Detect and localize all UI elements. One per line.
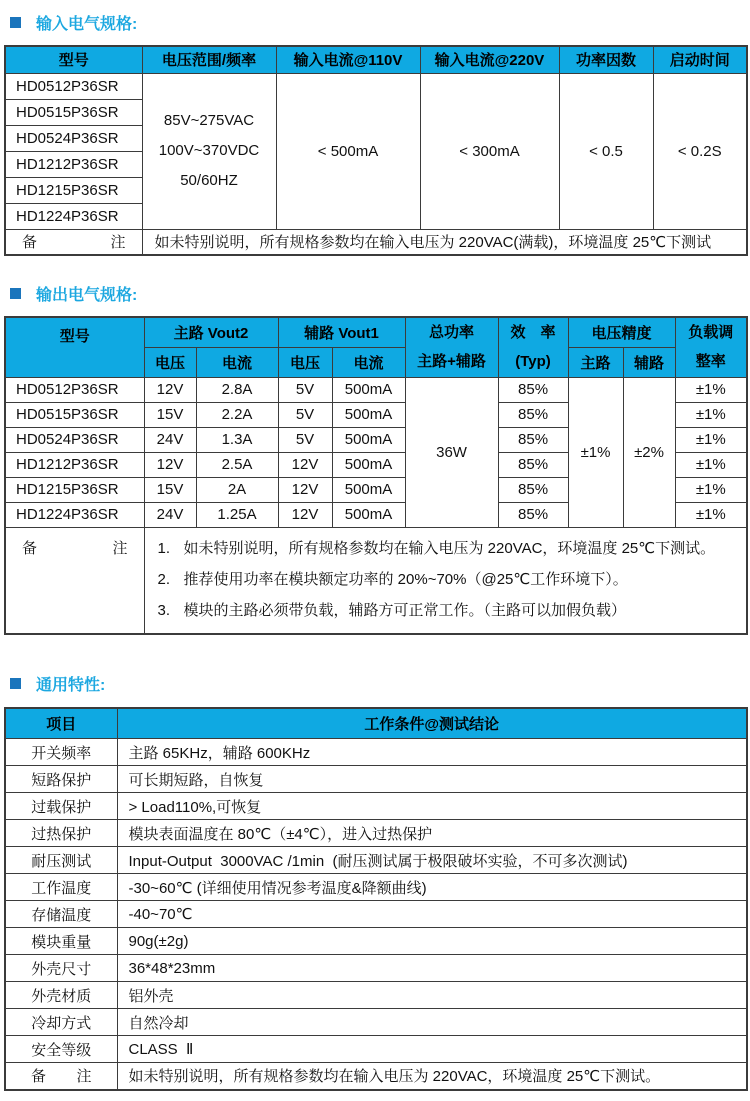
- note-text: 如未特别说明，所有规格参数均在输入电压为 220VAC(满载)，环境温度 25℃下测试: [142, 229, 747, 255]
- voltage-range-line: 100V~370VDC: [158, 142, 260, 159]
- note-label-right: 注: [112, 539, 128, 557]
- aux-current-cell: 500mA: [332, 427, 405, 452]
- section-title-text: 输入电气规格:: [36, 15, 138, 33]
- item-cell: 存储温度: [5, 901, 117, 928]
- load-regulation-cell: ±1%: [675, 452, 747, 477]
- note-row: [5, 1063, 747, 1090]
- input-spec-table: [4, 45, 748, 256]
- total-power-cell: 36W: [405, 377, 498, 527]
- value-cell: -40~70℃: [117, 901, 747, 928]
- aux-current-cell: 500mA: [332, 502, 405, 527]
- item-cell: 工作温度: [5, 874, 117, 901]
- table-header-row: [5, 708, 747, 739]
- load-regulation-cell: ±1%: [675, 502, 747, 527]
- value-cell: CLASS Ⅱ: [117, 1036, 747, 1063]
- model-cell: HD1212P36SR: [5, 452, 144, 477]
- item-cell: 开关频率: [5, 739, 117, 766]
- section-title-input: [10, 12, 746, 32]
- square-bullet-icon: [10, 678, 21, 689]
- note-number: 2.: [157, 570, 171, 588]
- value-cell: 可长期短路，自恢复: [117, 766, 747, 793]
- main-voltage-cell: 12V: [144, 377, 196, 402]
- efficiency-cell: 85%: [498, 377, 568, 402]
- aux-voltage-cell: 12V: [278, 452, 332, 477]
- model-cell: HD1212P36SR: [5, 151, 142, 177]
- table-row: [5, 739, 747, 766]
- column-header-current-110: 输入电流@110V: [276, 46, 420, 73]
- note-label-right: 注: [110, 234, 126, 252]
- load-regulation-cell: ±1%: [675, 377, 747, 402]
- section-title-text: 输出电气规格:: [36, 286, 138, 304]
- column-header-voltage-range: 电压范围/频率: [142, 46, 276, 73]
- value-cell: 36*48*23mm: [117, 955, 747, 982]
- efficiency-cell: 85%: [498, 452, 568, 477]
- aux-voltage-cell: 12V: [278, 477, 332, 502]
- table-row: [5, 73, 747, 99]
- subheader-aux-current: 电流: [332, 347, 405, 377]
- column-header-total-power: 总功率 主路+辅路: [405, 317, 498, 377]
- aux-voltage-cell: 5V: [278, 402, 332, 427]
- note-text: 如未特别说明，所有规格参数均在输入电压为 220VAC，环境温度 25℃下测试。: [183, 539, 716, 557]
- table-row: [5, 955, 747, 982]
- note-label: [5, 527, 144, 634]
- output-spec-table: [4, 316, 748, 635]
- input-current-110-cell: < 500mA: [276, 73, 420, 229]
- note-item: [145, 533, 741, 564]
- table-row: [5, 982, 747, 1009]
- table-row: [5, 901, 747, 928]
- table-row: [5, 766, 747, 793]
- model-cell: HD0512P36SR: [5, 377, 144, 402]
- column-header-startup-time: 启动时间: [653, 46, 747, 73]
- table-row: [5, 928, 747, 955]
- table-row: [5, 1009, 747, 1036]
- square-bullet-icon: [10, 17, 21, 28]
- section-title-text: 通用特性:: [36, 677, 106, 694]
- note-row: [5, 229, 747, 255]
- item-cell: 短路保护: [5, 766, 117, 793]
- power-factor-cell: < 0.5: [559, 73, 653, 229]
- main-voltage-cell: 12V: [144, 452, 196, 477]
- model-cell: HD1224P36SR: [5, 203, 142, 229]
- aux-current-cell: 500mA: [332, 452, 405, 477]
- note-text: 如未特别说明，所有规格参数均在输入电压为 220VAC，环境温度 25℃下测试。: [117, 1063, 747, 1090]
- accuracy-aux-cell: ±2%: [623, 377, 675, 527]
- model-cell: HD0515P36SR: [5, 402, 144, 427]
- note-label-left: 备: [31, 1068, 47, 1086]
- aux-current-cell: 500mA: [332, 477, 405, 502]
- aux-voltage-cell: 12V: [278, 502, 332, 527]
- column-header-model: 型号: [5, 46, 142, 73]
- efficiency-cell: 85%: [498, 477, 568, 502]
- note-label: [5, 229, 142, 255]
- model-cell: HD0515P36SR: [5, 99, 142, 125]
- value-cell: 模块表面温度在 80℃（±4℃），进入过热保护: [117, 820, 747, 847]
- item-cell: 外壳尺寸: [5, 955, 117, 982]
- table-row: [5, 793, 747, 820]
- startup-time-cell: < 0.2S: [653, 73, 747, 229]
- aux-voltage-cell: 5V: [278, 377, 332, 402]
- section-title-general: [10, 674, 746, 694]
- model-cell: HD1224P36SR: [5, 502, 144, 527]
- item-cell: 冷却方式: [5, 1009, 117, 1036]
- load-regulation-cell: ±1%: [675, 477, 747, 502]
- column-header-voltage-accuracy: 电压精度: [568, 317, 675, 347]
- aux-voltage-cell: 5V: [278, 427, 332, 452]
- note-item: [145, 564, 741, 595]
- aux-current-cell: 500mA: [332, 402, 405, 427]
- column-header-load-regulation: 负载调 整率: [675, 317, 747, 377]
- column-header-condition: 工作条件@测试结论: [117, 708, 747, 739]
- value-cell: Input-Output 3000VAC /1min (耐压测试属于极限破坏实验，不可多次测试): [117, 847, 747, 874]
- note-number: 3.: [157, 601, 171, 619]
- voltage-range-line: 50/60HZ: [180, 172, 238, 189]
- table-header-row: [5, 317, 747, 347]
- main-voltage-cell: 15V: [144, 402, 196, 427]
- aux-current-cell: 500mA: [332, 377, 405, 402]
- value-cell: > Load110%,可恢复: [117, 793, 747, 820]
- value-cell: 90g(±2g): [117, 928, 747, 955]
- general-spec-table: [4, 707, 748, 1091]
- table-row: [5, 847, 747, 874]
- value-cell: 自然冷却: [117, 1009, 747, 1036]
- model-cell: HD1215P36SR: [5, 477, 144, 502]
- note-text: 推荐使用功率在模块额定功率的 20%~70%（@25℃工作环境下）。: [183, 570, 628, 588]
- note-row: [5, 527, 747, 634]
- efficiency-cell: 85%: [498, 427, 568, 452]
- voltage-range-line: 85V~275VAC: [163, 112, 255, 129]
- column-header-current-220: 输入电流@220V: [420, 46, 559, 73]
- note-label: [5, 1063, 117, 1090]
- efficiency-cell: 85%: [498, 502, 568, 527]
- column-header-main-output: 主路 Vout2: [144, 317, 278, 347]
- voltage-range-cell: [142, 73, 276, 229]
- square-bullet-icon: [10, 288, 21, 299]
- subheader-accuracy-aux: 辅路: [623, 347, 675, 377]
- column-header-aux-output: 辅路 Vout1: [278, 317, 405, 347]
- column-header-power-factor: 功率因数: [559, 46, 653, 73]
- main-current-cell: 2.2A: [196, 402, 278, 427]
- table-row: [5, 820, 747, 847]
- accuracy-main-cell: ±1%: [568, 377, 623, 527]
- value-cell: 铝外壳: [117, 982, 747, 1009]
- model-cell: HD0512P36SR: [5, 73, 142, 99]
- note-item: [145, 595, 741, 626]
- model-cell: HD1215P36SR: [5, 177, 142, 203]
- value-cell: 主路 65KHz，辅路 600KHz: [117, 739, 747, 766]
- subheader-accuracy-main: 主路: [568, 347, 623, 377]
- efficiency-cell: 85%: [498, 402, 568, 427]
- main-current-cell: 2.8A: [196, 377, 278, 402]
- main-current-cell: 2A: [196, 477, 278, 502]
- note-number: 1.: [157, 539, 171, 557]
- item-cell: 过热保护: [5, 820, 117, 847]
- table-header-row: [5, 46, 747, 73]
- note-label-right: 注: [76, 1068, 92, 1086]
- value-cell: -30~60℃ (详细使用情况参考温度&降额曲线): [117, 874, 747, 901]
- column-header-item: 项目: [5, 708, 117, 739]
- table-row: [5, 1036, 747, 1063]
- item-cell: 模块重量: [5, 928, 117, 955]
- column-header-model: 型号: [5, 317, 144, 377]
- main-voltage-cell: 24V: [144, 427, 196, 452]
- subheader-aux-voltage: 电压: [278, 347, 332, 377]
- item-cell: 耐压测试: [5, 847, 117, 874]
- note-text: 模块的主路必须带负载，辅路方可正常工作。（主路可以加假负载）: [183, 601, 627, 619]
- note-label-left: 备: [22, 234, 38, 252]
- item-cell: 过载保护: [5, 793, 117, 820]
- model-cell: HD0524P36SR: [5, 125, 142, 151]
- note-list: [144, 527, 747, 634]
- table-row: [5, 377, 747, 402]
- item-cell: 安全等级: [5, 1036, 117, 1063]
- main-voltage-cell: 15V: [144, 477, 196, 502]
- column-header-efficiency: 效 率 (Typ): [498, 317, 568, 377]
- subheader-main-current: 电流: [196, 347, 278, 377]
- main-current-cell: 1.3A: [196, 427, 278, 452]
- subheader-main-voltage: 电压: [144, 347, 196, 377]
- load-regulation-cell: ±1%: [675, 427, 747, 452]
- input-current-220-cell: < 300mA: [420, 73, 559, 229]
- main-current-cell: 2.5A: [196, 452, 278, 477]
- item-cell: 外壳材质: [5, 982, 117, 1009]
- section-title-output: [10, 283, 746, 303]
- main-current-cell: 1.25A: [196, 502, 278, 527]
- model-cell: HD0524P36SR: [5, 427, 144, 452]
- table-row: [5, 874, 747, 901]
- note-label-left: 备: [22, 539, 38, 557]
- main-voltage-cell: 24V: [144, 502, 196, 527]
- load-regulation-cell: ±1%: [675, 402, 747, 427]
